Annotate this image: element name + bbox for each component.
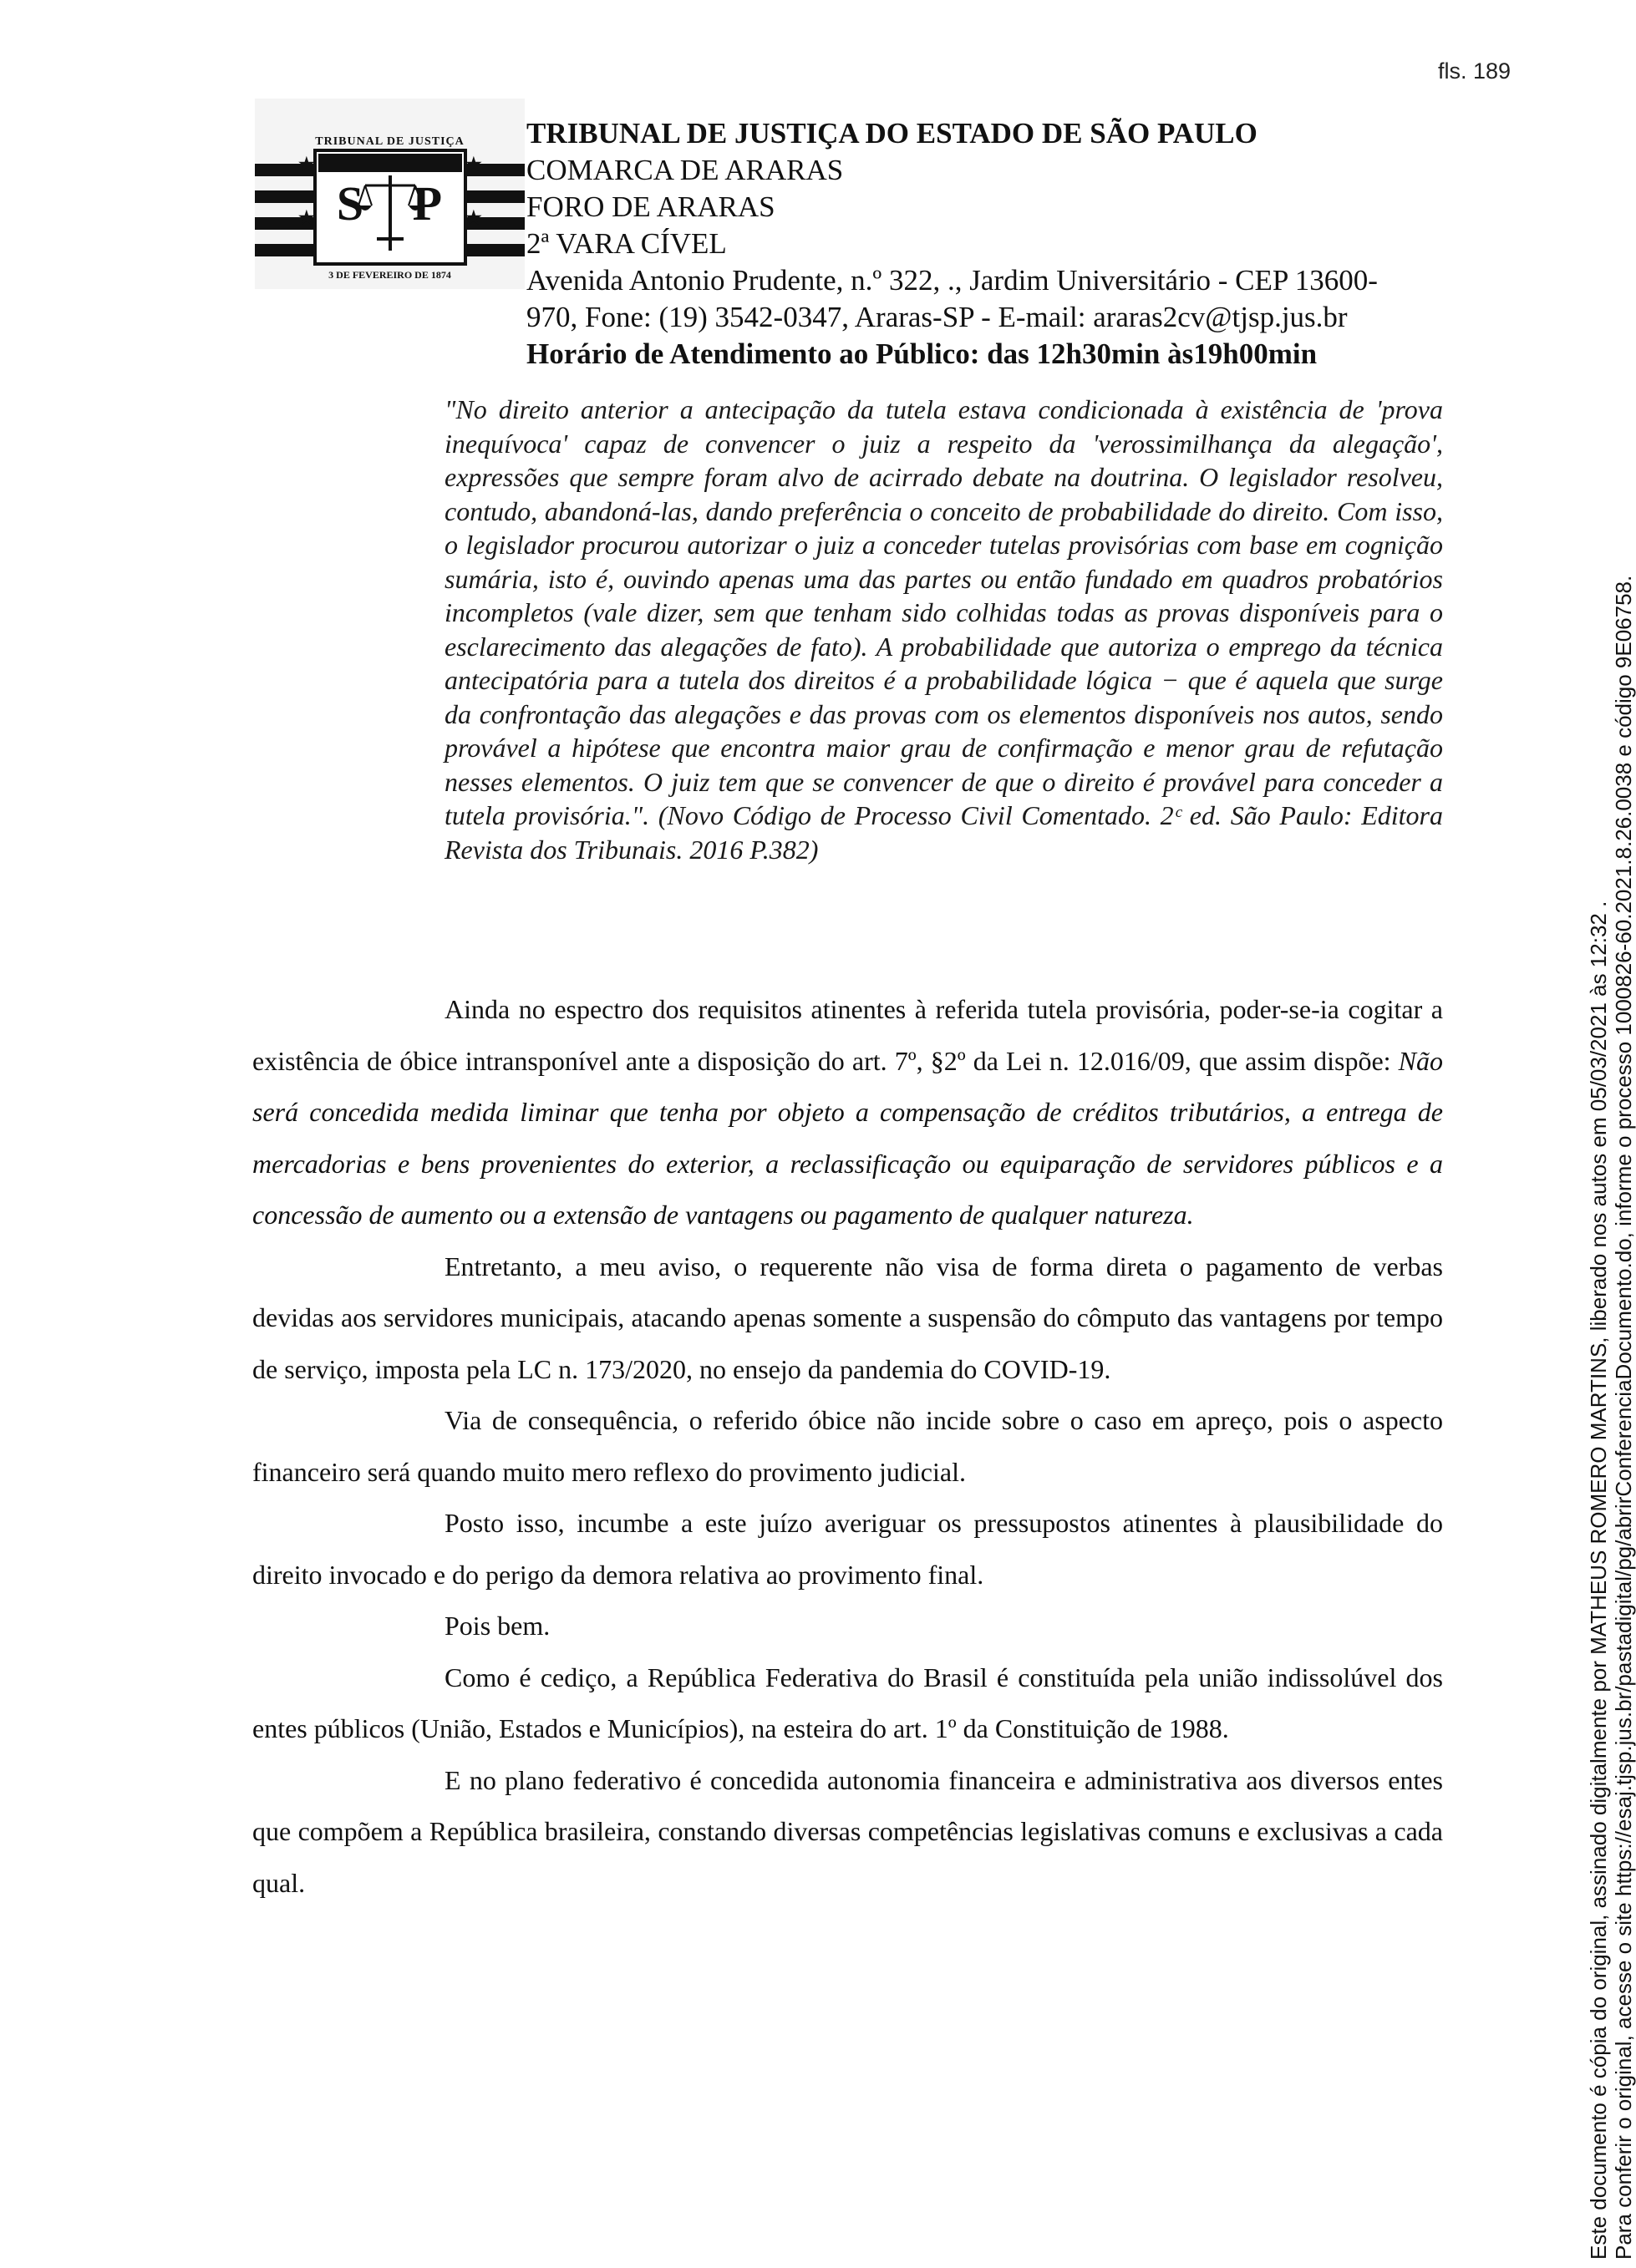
svg-text:★: ★ [298,207,315,228]
doctrine-quotation: "No direito anterior a antecipação da tutela estava condicionada à existência de 'prova inequívoca' capaz de convencer o juiz a respeito da 'verossimilhança da alegação', expressões que sempre foram alvo de acirrado debate na doutrina. O legislador resolveu, contudo, abandoná-las, dando preferência o conceito de probabilidade do direito. Com isso, o legislador procurou autorizar o juiz a conceder tutelas provisórias com base em cognição sumária, isto é, ouvindo apenas uma das partes ou então fundado em quadros probatórios incompletos (vale dizer, sem que tenham sido colhidas todas as provas disponíveis para o esclarecimento das alegações de fato). A probabilidade que autoriza o emprego da técnica antecipatória para a tutela dos direitos é a probabilidade lógica − que é aquela que surge da confrontação das alegações e das provas com os elementos disponíveis nos autos, sendo provável a hipótese que encontra maior grau de confirmação e menor grau de refutação nesses elementos. O juiz tem que se convencer de que o direito é provável para conceder a tutela provisória.". (Novo Código de Processo Civil Comentado. 2ᶜ ed. São Paulo: Editora Revista dos Tribunais. 2016 P.382) [445,394,1443,865]
paragraph-lei-12016-intro: Ainda no espectro dos requisitos atinentes à referida tutela provisória, poder-se-ia cogitar a existência de óbice intransponível ante a disposição do art. 7º, §2º da Lei n. 12.016/09, que assim dispõe: [252,994,1443,1076]
logo-top-text: TRIBUNAL DE JUSTIÇA [315,135,465,148]
paragraph-lei-12016-citation: Não será concedida medida liminar que tenha por objeto a compensação de créditos tributários, a entrega de mercadorias e bens provenientes do exterior, a reclassificação ou equiparação de servidores públicos e a concessão de aumento ou a extensão de vantagens ou pagamento de qualquer natureza. [252,1045,1443,1230]
logo-letters: S P [336,176,443,231]
svg-text:★: ★ [465,207,482,228]
logo-date-text: 3 DE FEVEREIRO DE 1874 [328,269,451,281]
svg-text:★: ★ [298,154,315,175]
tjsp-seal-logo [255,99,525,289]
paragraph-consequencia: Via de consequência, o referido óbice não incide sobre o caso em apreço, pois o aspecto financeiro será quando muito mero reflexo do provimento judicial. [252,1405,1443,1487]
address-line-2: 970, Fone: (19) 3542-0347, Araras-SP - E-mail: araras2cv@tjsp.jus.br [526,301,1348,333]
svg-text:★: ★ [465,154,482,175]
paragraph-entretanto: Entretanto, a meu aviso, o requerente não visa de forma direta o pagamento de verbas devidas aos servidores municipais, atacando apenas somente a suspensão do cômputo das vantagens por tempo de serviço, imposta pela LC n. 173/2020, no ensejo da pandemia do COVID-19. [252,1251,1443,1384]
decision-body [252,984,1443,1909]
paragraph-posto-isso: Posto isso, incumbe a este juízo averiguar os pressupostos atinentes à plausibilidade do direito invocado e do perigo da demora relativa ao provimento final. [252,1508,1443,1590]
digital-signature-stamp [1586,372,1636,2260]
paragraph-republica: Como é cediço, a República Federativa do Brasil é constituída pela união indissolúvel dos entes públicos (União, Estados e Municípios), na esteira do art. 1º da Constituição de 1988. [252,1662,1443,1743]
court-name: TRIBUNAL DE JUSTIÇA DO ESTADO DE SÃO PAULO [526,117,1257,150]
comarca-name: COMARCA DE ARARAS [526,154,844,186]
vara-name: 2ª VARA CÍVEL [526,227,727,260]
foro-name: FORO DE ARARAS [526,190,775,223]
page-number: fls. 189 [1437,58,1511,84]
paragraph-plano-federativo: E no plano federativo é concedida autonomia financeira e administrativa aos diversos entes que compõem a República brasileira, constando diversas competências legislativas comuns e exclusivas a cada qual. [252,1764,1443,1898]
signature-stamp-line-2: Para conferir o original, acesse o site https://esaj.tjsp.jus.br/pastadigital/pg/abrirConferenciaDocumento.do, informe o processo 1000826-60.2021.8.26.0038 e código 9E06758. [1611,575,1636,2260]
paragraph-pois-bem: Pois bem. [445,1611,551,1641]
address-line-1: Avenida Antonio Prudente, n.º 322, ., Jardim Universitário - CEP 13600- [526,264,1378,297]
office-hours: Horário de Atendimento ao Público: das 12h30min às19h00min [526,337,1318,370]
court-header [526,115,1462,373]
signature-stamp-line-1: Este documento é cópia do original, assinado digitalmente por MATHEUS ROMERO MARTINS, liberado nos autos em 05/03/2021 às 12:32 . [1586,901,1611,2260]
paragraph-lei-12016 [252,984,1443,1241]
